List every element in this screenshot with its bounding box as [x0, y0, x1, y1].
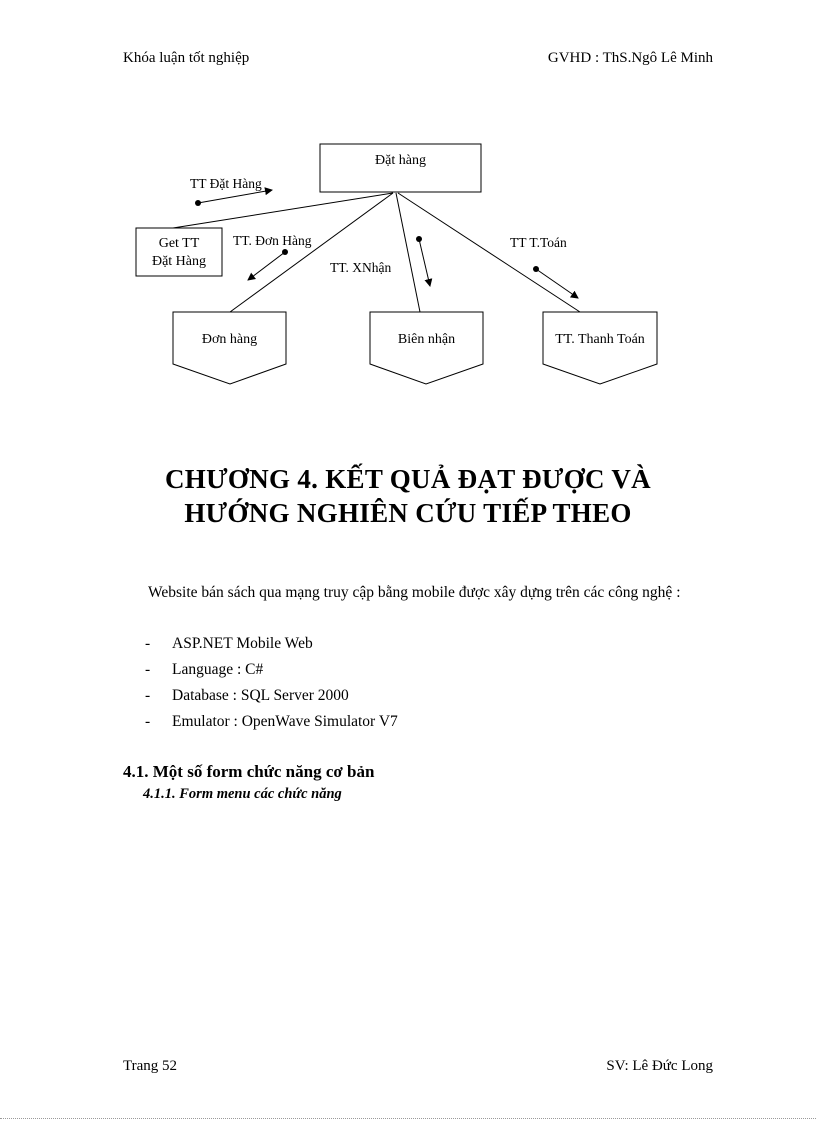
intro-paragraph: Website bán sách qua mạng truy cập bằng mobile được xây dựng trên các công nghệ : — [148, 584, 681, 601]
data-flow-diagram — [0, 0, 816, 420]
store-label-thanh-toan: TT. Thanh Toán — [555, 332, 645, 347]
list-item: - Emulator : OpenWave Simulator V7 — [145, 713, 398, 730]
list-item: - Database : SQL Server 2000 — [145, 687, 349, 704]
flow-label-payment: TT T.Toán — [510, 235, 567, 250]
flow-label-confirm: TT. XNhận — [330, 260, 392, 275]
list-item: - ASP.NET Mobile Web — [145, 635, 313, 652]
entity-label-line1: Get TT — [158, 236, 200, 251]
chapter-title-line2: HƯỚNG NGHIÊN CỨU TIẾP THEO — [184, 498, 632, 528]
header-right: GVHD : ThS.Ngô Lê Minh — [547, 50, 713, 66]
link-bien-nhan — [396, 193, 420, 312]
process-label: Đặt hàng — [375, 153, 426, 168]
page-bottom-rule — [0, 1118, 816, 1119]
flow-label-order-info: TT Đặt Hàng — [190, 176, 262, 191]
chapter-title-line1: CHƯƠNG 4. KẾT QUẢ ĐẠT ĐƯỢC VÀ — [165, 464, 651, 494]
footer-student: SV: Lê Đức Long — [606, 1058, 713, 1074]
store-label-don-hang: Đơn hàng — [201, 332, 258, 347]
entity-label-line2: Đặt Hàng — [151, 254, 207, 269]
header-left: Khóa luận tốt nghiệp — [123, 50, 250, 66]
link-thanh-toan — [398, 193, 580, 312]
list-item: - Language : C# — [145, 661, 264, 678]
section-title: 4.1. Một số form chức năng cơ bản — [123, 762, 375, 781]
flow-arrow-confirm — [419, 239, 430, 286]
technology-list — [145, 631, 398, 735]
footer-page-number: Trang 52 — [123, 1058, 178, 1074]
link-entity — [173, 193, 393, 228]
link-don-hang — [230, 193, 393, 312]
flow-label-order-data: TT. Đơn Hàng — [233, 233, 312, 248]
flow-arrow-payment — [536, 269, 578, 298]
subsection-title: 4.1.1. Form menu các chức năng — [143, 786, 342, 802]
store-label-bien-nhan: Biên nhận — [397, 332, 456, 347]
chapter-title — [60, 462, 756, 530]
